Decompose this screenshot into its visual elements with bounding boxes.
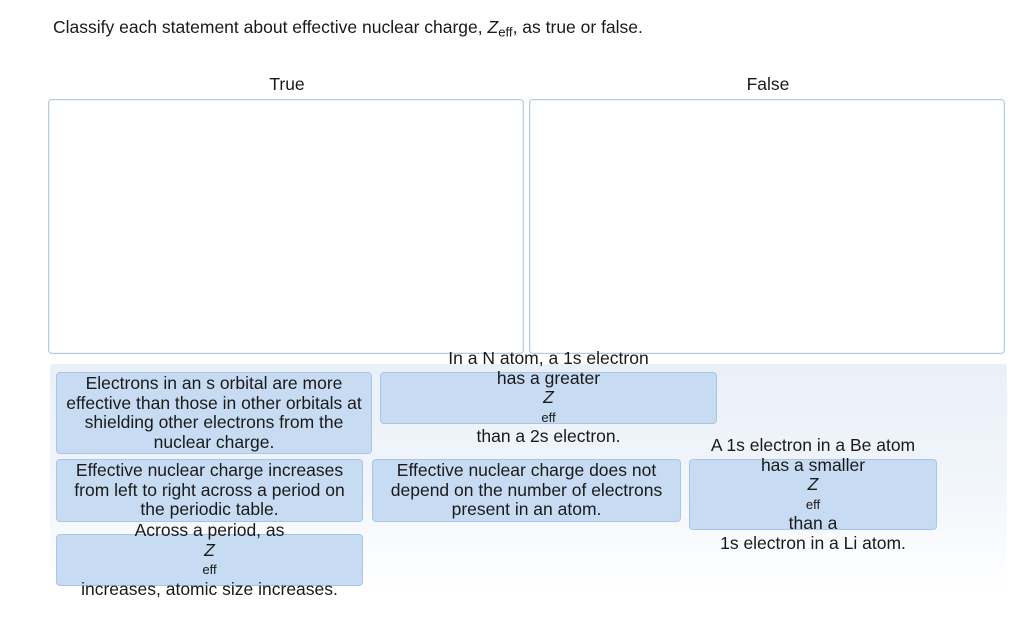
true-drop-zone[interactable] — [48, 99, 524, 354]
tile-line: increases, atomic size increases. — [81, 578, 338, 599]
tile-left-to-right-increase[interactable] — [56, 459, 363, 522]
prompt-text-end: , as true or false. — [512, 17, 643, 37]
tile-line — [81, 521, 338, 580]
tile-be-li-comparison[interactable] — [689, 435, 937, 553]
tile-text-part: has a smaller — [760, 454, 866, 475]
tile-text: Effective nuclear charge does not depend on the number of electrons present in an atom. — [390, 460, 663, 520]
false-bin-label: False — [746, 74, 790, 94]
tile-line — [711, 456, 915, 534]
tile-text-part: than a 2s electron. — [476, 426, 621, 447]
zeff-z: Z — [487, 17, 499, 37]
zeff-symbol — [448, 388, 648, 427]
tile-independent-of-electrons[interactable] — [372, 459, 681, 522]
tile-s-orbital-shielding[interactable] — [56, 372, 372, 454]
zeff-symbol — [711, 475, 915, 514]
zeff-z: Z — [807, 474, 819, 494]
tile-text — [448, 349, 648, 447]
tile-text: Effective nuclear charge increases from left to right across a period on the periodic table. — [74, 460, 345, 520]
tile-line: A 1s electron in a Be atom — [710, 435, 916, 455]
false-drop-zone[interactable] — [529, 99, 1005, 354]
true-bin-label: True — [269, 74, 305, 94]
tile-text — [711, 436, 915, 553]
zeff-subscript: eff — [805, 496, 821, 512]
zeff-subscript: eff — [498, 24, 513, 40]
tile-line: 1s electron in a Li atom. — [720, 532, 906, 553]
tile-text-part: than a — [788, 513, 838, 533]
tile-n-atom-1s-2s[interactable] — [380, 348, 717, 447]
tile-line — [448, 369, 648, 447]
zeff-symbol — [81, 541, 338, 580]
tile-text — [81, 521, 338, 599]
tile-atomic-size[interactable] — [56, 520, 363, 599]
tile-text: Electrons in an s orbital are more effective than those in other orbitals at shielding other electrons from the nuclear charge. — [66, 373, 362, 452]
zeff-z: Z — [204, 539, 215, 560]
zeff-subscript: eff — [541, 409, 556, 425]
tile-text-part: has a greater — [496, 367, 601, 388]
zeff-z: Z — [543, 387, 554, 408]
prompt-text-start: Classify each statement about effective nuclear charge, — [53, 17, 488, 37]
question-prompt — [53, 16, 643, 43]
tile-text-part: Across a period, as — [134, 520, 285, 540]
zeff-symbol — [487, 17, 513, 40]
zeff-subscript: eff — [202, 562, 217, 577]
tile-line: In a N atom, a 1s electron — [448, 348, 649, 369]
